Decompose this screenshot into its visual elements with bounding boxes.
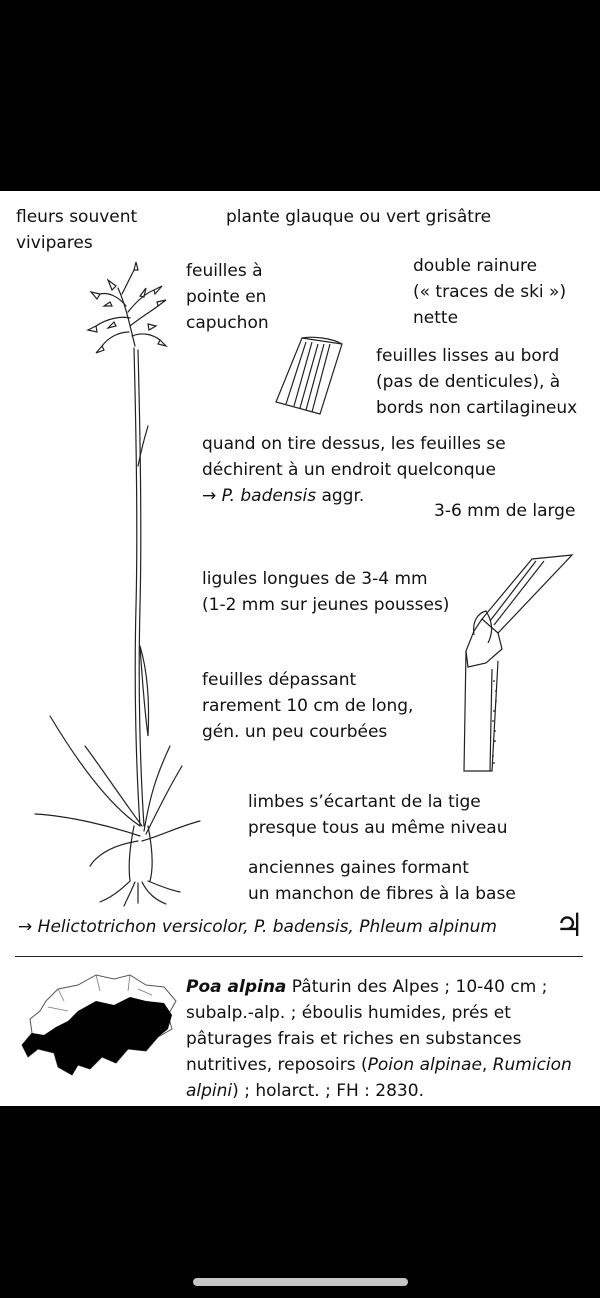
label-blades: limbes s’écartant de la tige presque tous au même niveau bbox=[248, 792, 508, 838]
plant-illustration-icon bbox=[30, 266, 210, 906]
switzerland-map-icon bbox=[18, 971, 178, 1081]
similar-species: → Helictotrichon versicolor, P. badensis, Phleum alpinum bbox=[18, 917, 497, 937]
label-flowers: fleurs souvent vivipares bbox=[16, 207, 138, 253]
label-sheaths: anciennes gaines formant un manchon de fibres à la base bbox=[248, 858, 516, 904]
label-plant-color: plante glauque ou vert grisâtre bbox=[226, 207, 492, 227]
leaf-tip-icon bbox=[272, 336, 352, 416]
label-smooth-leaves: feuilles lisses au bord (pas de denticules), à bords non cartilagineux bbox=[376, 346, 578, 418]
label-double-groove: double rainure (« traces de ski ») nette bbox=[413, 256, 567, 328]
label-tearing: quand on tire dessus, les feuilles se déchirent à un endroit quelconque → P. badensis aggr. bbox=[202, 434, 506, 506]
label-leaf-length: feuilles dépassant rarement 10 cm de long, gén. un peu courbées bbox=[202, 670, 414, 742]
species-description: Poa alpina Pâturin des Alpes ; 10-40 cm ; subalp.-alp. ; éboulis humides, prés et pâturages frais et riches en substances nutritives, reposoirs (Poion alpinae, Rumicion alpini) ; holarct. ; FH : 2830. bbox=[186, 977, 572, 1101]
label-ligules: ligules longues de 3-4 mm (1-2 mm sur jeunes pousses) bbox=[202, 569, 450, 615]
plant-page bbox=[0, 191, 600, 1106]
home-indicator[interactable] bbox=[193, 1278, 408, 1286]
divider bbox=[15, 956, 583, 957]
perennial-symbol-icon: ♃ bbox=[555, 906, 584, 944]
ligule-drawing-icon bbox=[452, 551, 582, 781]
label-leaf-tip: feuilles à pointe en capuchon bbox=[186, 261, 269, 333]
label-width: 3-6 mm de large bbox=[434, 501, 576, 521]
